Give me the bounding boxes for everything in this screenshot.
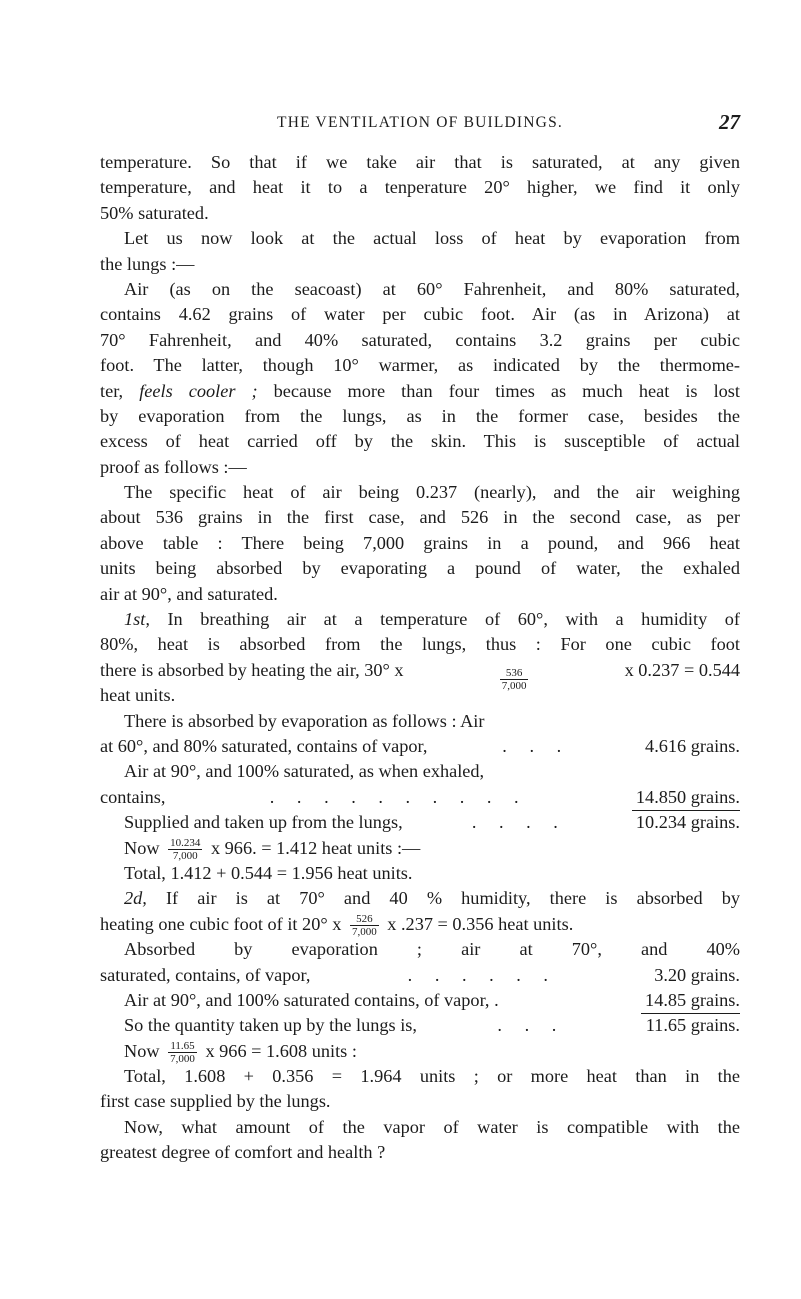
page-header	[100, 110, 740, 136]
text-line: Air (as on the seacoast) at 60° Fahrenheit, and 80% saturated,	[124, 278, 740, 299]
text-line: temperature, and heat it to a tenperature 20° higher, we find it only	[100, 177, 740, 198]
fraction-denominator: 7,000	[351, 926, 377, 939]
text-line: the lungs :—	[100, 253, 195, 274]
text-line: Now, what amount of the vapor of water is compatible with the	[124, 1116, 740, 1137]
text-line	[100, 607, 740, 632]
row-amount: 14.850 grains.	[632, 785, 740, 811]
fraction-denominator: 7,000	[170, 1052, 195, 1065]
text-line: first case supplied by the lungs.	[100, 1091, 331, 1112]
text-line: Absorbed by evaporation ; air at 70°, and 40%	[124, 939, 740, 960]
text-span: ter,	[100, 380, 140, 401]
running-head: THE VENTILATION OF BUILDINGS.	[277, 114, 563, 131]
dot-leader: . . .	[497, 1015, 566, 1036]
text-line	[100, 379, 740, 404]
text-line: units being absorbed by evaporating a pound of water, the exhaled	[100, 558, 740, 579]
row-label: saturated, contains, of vapor,	[100, 964, 311, 985]
text-span: heating one cubic foot of it 20° x	[100, 913, 342, 934]
tabular-line	[100, 988, 740, 1013]
row-label: So the quantity taken up by the lungs is,	[124, 1015, 417, 1036]
fraction-denominator: 7,000	[172, 849, 198, 862]
text-line: The specific heat of air being 0.237 (nearly), and the air weighing	[124, 482, 740, 503]
text-span: there is absorbed by heating the air, 30° x	[100, 659, 404, 680]
text-span: x 966. = 1.412 heat units :—	[210, 837, 421, 858]
text-line: There is absorbed by evaporation as follows : Air	[124, 710, 485, 731]
text-span: x 0.237 = 0.544	[624, 659, 740, 680]
row-label: contains,	[100, 786, 166, 807]
ordinal-label: 2d,	[124, 888, 147, 909]
text-line: Total, 1.608 + 0.356 = 1.964 units ; or more heat than in the	[124, 1066, 740, 1087]
fraction-numerator: 526	[350, 913, 379, 926]
tabular-line	[100, 810, 740, 835]
ordinal-label: 1st,	[124, 609, 150, 630]
row-amount: 14.85 grains.	[641, 988, 740, 1014]
row-amount: 4.616 grains.	[645, 735, 740, 756]
tabular-line	[100, 785, 740, 810]
row-label: at 60°, and 80% saturated, contains of vapor,	[100, 735, 428, 756]
text-line: excess of heat carried off by the skin. This is susceptible of actual	[100, 431, 740, 452]
tabular-line	[100, 1013, 740, 1038]
tabular-line	[100, 734, 740, 759]
formula-line	[100, 836, 740, 861]
text-span: Now	[124, 837, 160, 858]
text-line: greatest degree of comfort and health ?	[100, 1142, 386, 1163]
text-span: In breathing air at a temperature of 60°, with a humidity of	[149, 609, 740, 630]
fraction	[168, 837, 202, 862]
dot-leader: . . . . . .	[407, 964, 557, 985]
formula-line	[100, 912, 740, 937]
book-page	[100, 0, 740, 1299]
italic-emphasis: feels cooler ;	[139, 380, 258, 401]
fraction	[350, 913, 379, 938]
tabular-line	[100, 963, 740, 988]
text-line: air at 90°, and saturated.	[100, 583, 278, 604]
text-line	[100, 886, 740, 911]
text-line: 80%, heat is absorbed from the lungs, thus : For one cubic foot	[100, 634, 740, 655]
text-span: x .237 = 0.356 heat units.	[387, 913, 574, 934]
dot-leader: . . . . . . . . . .	[269, 786, 528, 807]
text-line: 50% saturated.	[100, 202, 209, 223]
text-span: because more than four times as much heat is lost	[257, 380, 740, 401]
text-line: proof as follows :—	[100, 456, 247, 477]
text-line: contains 4.62 grains of water per cubic foot. Air (as in Arizona) at	[100, 304, 740, 325]
row-label: Supplied and taken up from the lungs,	[124, 812, 403, 833]
text-span: Now	[124, 1040, 160, 1061]
text-line: Total, 1.412 + 0.544 = 1.956 heat units.	[124, 862, 413, 883]
text-line: heat units.	[100, 685, 176, 706]
fraction	[168, 1040, 197, 1065]
body-text	[100, 150, 740, 1166]
text-line: Let us now look at the actual loss of heat by evaporation from	[124, 228, 740, 249]
text-span: x 966 = 1.608 units :	[205, 1040, 357, 1061]
row-label: Air at 90°, and 100% saturated contains, of vapor, .	[124, 989, 499, 1010]
text-line: about 536 grains in the first case, and 526 in the second case, as per	[100, 507, 740, 528]
row-amount: 3.20 grains.	[654, 964, 740, 985]
text-line: Air at 90°, and 100% saturated, as when exhaled,	[124, 761, 485, 782]
fraction-numerator: 10.234	[170, 836, 201, 849]
dot-leader: . . .	[502, 735, 571, 756]
text-line: above table : There being 7,000 grains in a pound, and 966 heat	[100, 532, 740, 553]
page-number: 27	[719, 110, 740, 134]
fraction-numerator: 536	[500, 667, 529, 680]
row-amount: 10.234 grains.	[635, 812, 740, 833]
text-line: temperature. So that if we take air that is saturated, at any given	[100, 152, 740, 172]
text-line: by evaporation from the lungs, as in the former case, besides the	[100, 405, 740, 426]
fraction-denominator: 7,000	[501, 679, 527, 692]
formula-line	[100, 1039, 740, 1064]
formula-line	[100, 658, 740, 692]
text-line: 70° Fahrenheit, and 40% saturated, contains 3.2 grains per cubic	[100, 329, 740, 350]
row-amount: 11.65 grains.	[645, 1015, 740, 1036]
fraction-numerator: 11.65	[168, 1040, 197, 1053]
text-line: foot. The latter, though 10° warmer, as indicated by the thermome-	[100, 355, 740, 376]
text-span: If air is at 70° and 40 % humidity, there is absorbed by	[146, 888, 740, 909]
dot-leader: . . . .	[471, 812, 567, 833]
